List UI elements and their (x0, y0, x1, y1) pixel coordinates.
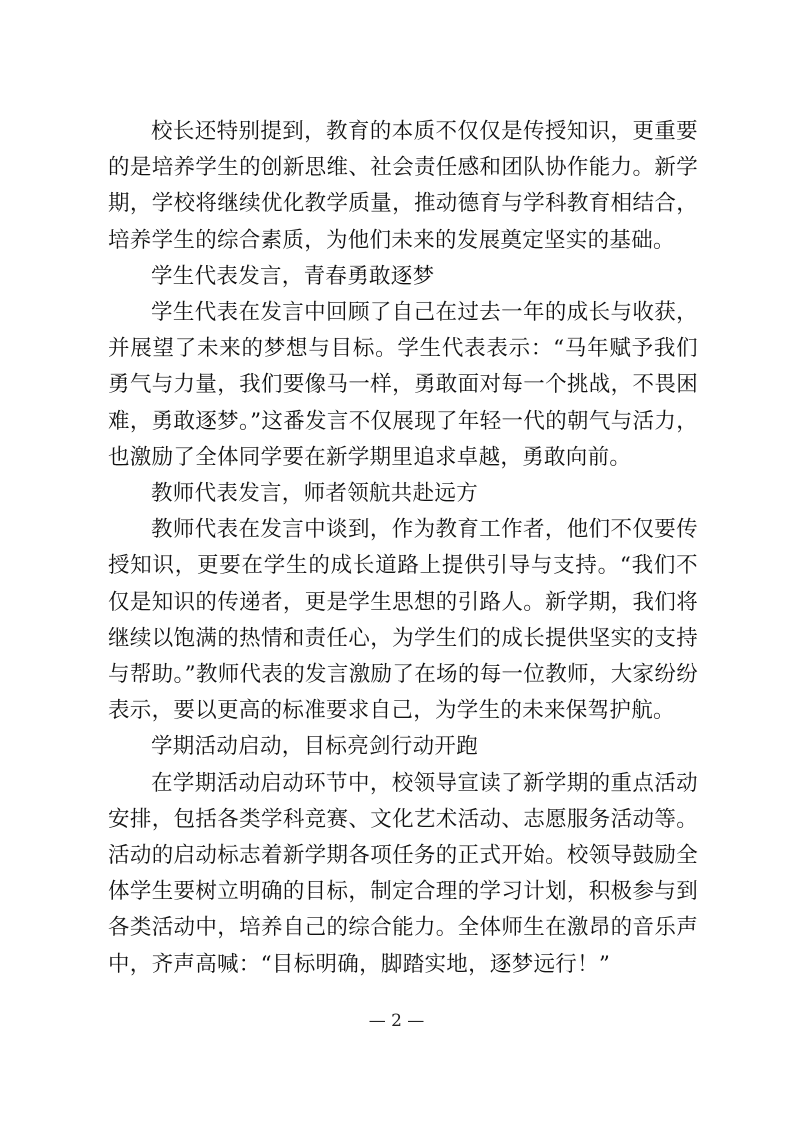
page-number: — 2 — (368, 1011, 425, 1031)
section-heading-teacher-speech: 教师代表发言，师者领航共赴远方 (151, 481, 479, 507)
section-heading-student-speech: 学生代表发言，青春勇敢逐梦 (151, 263, 435, 289)
paragraph-student-speech: 学生代表在发言中回顾了自己在过去一年的成长与收获，并展望了未来的梦想与目标。学生代表表示：“马年赋予我们勇气与力量，我们要像马一样，勇敢面对每一个挑战，不畏困难，勇敢逐梦。”这番发言不仅展现了年轻一代的朝气与活力，也激励了全体同学要在新学期里追求卓越，勇敢向前。 (108, 300, 698, 470)
section-heading-activity-launch: 学期活动启动，目标亮剑行动开跑 (151, 734, 479, 760)
paragraph-teacher-speech: 教师代表在发言中谈到，作为教育工作者，他们不仅要传授知识，更要在学生的成长道路上提供引导与支持。“我们不仅是知识的传递者，更是学生思想的引路人。新学期，我们将继续以饱满的热情和责任心，为学生们的成长提供坚实的支持与帮助。”教师代表的发言激励了在场的每一位教师，大家纷纷表示，要以更高的标准要求自己，为学生的未来保驾护航。 (108, 517, 698, 724)
paragraph-principal-remarks: 校长还特别提到，教育的本质不仅仅是传授知识，更重要的是培养学生的创新思维、社会责任感和团队协作能力。新学期，学校将继续优化教学质量，推动德育与学科教育相结合，培养学生的综合素质，为他们未来的发展奠定坚实的基础。 (108, 119, 698, 253)
paragraph-activity-launch: 在学期活动启动环节中，校领导宣读了新学期的重点活动安排，包括各类学科竞赛、文化艺术活动、志愿服务活动等。活动的启动标志着新学期各项任务的正式开始。校领导鼓励全体学生要树立明确的目标，制定合理的学习计划，积极参与到各类活动中，培养自己的综合能力。全体师生在激昂的音乐声中，齐声高喊：“目标明确，脚踏实地，逐梦远行！” (108, 770, 698, 977)
document-body (108, 114, 698, 983)
